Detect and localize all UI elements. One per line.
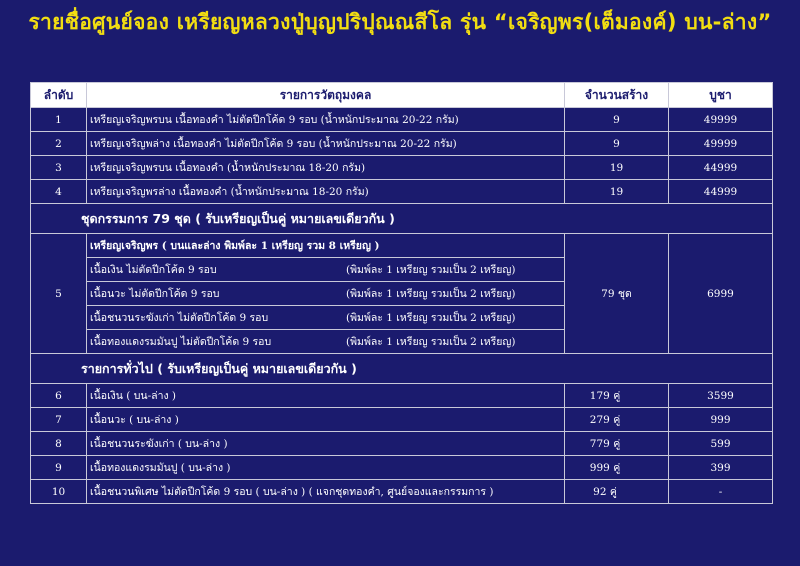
row-item: เหรียญเจริญพรล่าง เนื้อทองคำ (น้ำหนักประมาณ 18-20 กรัม) <box>87 180 565 204</box>
set-qty: 79 ชุด <box>565 234 669 354</box>
row-qty-cell <box>565 456 669 480</box>
row-unit: คู่ <box>613 414 621 426</box>
row-no: 1 <box>31 108 87 132</box>
row-qty: 92 <box>593 486 607 498</box>
set-line-metal: เนื้อทองแดงรมมันปู ไม่ตัดปีกโค้ด 9 รอบ <box>90 336 272 348</box>
row-item: เนื้อชนวนระฆังเก่า ( บน-ล่าง ) <box>87 432 565 456</box>
section-set-heading: ชุดกรรมการ 79 ชุด ( รับเหรียญเป็นคู่ หมายเลขเดียวกัน ) <box>31 204 773 234</box>
row-item: เหรียญเจริญพรบน เนื้อทองคำ ไม่ตัดปีกโค้ด 9 รอบ (น้ำหนักประมาณ 20-22 กรัม) <box>87 108 565 132</box>
table-row <box>31 408 773 432</box>
set-line-cell <box>87 282 565 306</box>
row-item: เนื้อนวะ ( บน-ล่าง ) <box>87 408 565 432</box>
row-price: 599 <box>669 432 773 456</box>
page-title: รายชื่อศูนย์จอง เหรียญหลวงปู่บุญปริปุณณสีโล รุ่น “เจริญพร(เต็มองค์) บน-ล่าง” <box>28 10 772 34</box>
row-qty: 279 <box>589 414 610 426</box>
booking-table <box>30 82 773 504</box>
section-general-heading: รายการทั่วไป ( รับเหรียญเป็นคู่ หมายเลขเดียวกัน ) <box>31 354 773 384</box>
header-qty: จำนวนสร้าง <box>565 83 669 108</box>
row-item: เนื้อทองแดงรมมันปู ( บน-ล่าง ) <box>87 456 565 480</box>
row-no: 3 <box>31 156 87 180</box>
set-no: 5 <box>31 234 87 354</box>
set-row <box>31 234 773 258</box>
row-price: 44999 <box>669 180 773 204</box>
set-line-cell <box>87 306 565 330</box>
row-item: เนื้อเงิน ( บน-ล่าง ) <box>87 384 565 408</box>
row-item: เหรียญเจริญพล่าง เนื้อทองคำ ไม่ตัดปีกโค้ด 9 รอบ (น้ำหนักประมาณ 20-22 กรัม) <box>87 132 565 156</box>
header-item: รายการวัตถุมงคล <box>87 83 565 108</box>
row-no: 9 <box>31 456 87 480</box>
row-no: 10 <box>31 480 87 504</box>
row-price: 999 <box>669 408 773 432</box>
row-no: 7 <box>31 408 87 432</box>
row-no: 2 <box>31 132 87 156</box>
header-no: ลำดับ <box>31 83 87 108</box>
set-line-note: (พิมพ์ละ 1 เหรียญ รวมเป็น 2 เหรียญ) <box>346 312 516 324</box>
row-qty: 9 <box>565 108 669 132</box>
set-line-note: (พิมพ์ละ 1 เหรียญ รวมเป็น 2 เหรียญ) <box>346 288 516 300</box>
table-row <box>31 132 773 156</box>
set-line-metal: เนื้อเงิน ไม่ตัดปีกโค้ด 9 รอบ <box>90 264 217 276</box>
table-header-row <box>31 83 773 108</box>
row-no: 6 <box>31 384 87 408</box>
row-qty-cell <box>565 480 669 504</box>
set-line-cell <box>87 330 565 354</box>
row-no: 4 <box>31 180 87 204</box>
set-heading: เหรียญเจริญพร ( บนและล่าง พิมพ์ละ 1 เหรียญ รวม 8 เหรียญ ) <box>87 234 565 258</box>
row-price: 49999 <box>669 132 773 156</box>
row-qty: 19 <box>565 180 669 204</box>
row-price: 49999 <box>669 108 773 132</box>
set-price: 6999 <box>669 234 773 354</box>
row-item: เนื้อชนวนพิเศษ ไม่ตัดปีกโค้ด 9 รอบ ( บน-ล่าง ) ( แจกชุดทองคำ, ศูนย์จองและกรรมการ ) <box>87 480 565 504</box>
row-unit: คู่ <box>613 462 621 474</box>
row-qty: 179 <box>589 390 610 402</box>
row-price: 3599 <box>669 384 773 408</box>
row-unit: คู่ <box>613 438 621 450</box>
table-row <box>31 384 773 408</box>
row-qty: 779 <box>589 438 610 450</box>
set-line-metal: เนื้อนวะ ไม่ตัดปีกโค้ด 9 รอบ <box>90 288 220 300</box>
row-price: - <box>669 480 773 504</box>
row-qty-cell <box>565 384 669 408</box>
row-price: 44999 <box>669 156 773 180</box>
table-row <box>31 180 773 204</box>
table-row <box>31 480 773 504</box>
row-qty-cell <box>565 432 669 456</box>
row-qty-cell <box>565 408 669 432</box>
header-price: บูชา <box>669 83 773 108</box>
row-no: 8 <box>31 432 87 456</box>
row-unit: คู่ <box>613 390 621 402</box>
table-row <box>31 456 773 480</box>
table-row <box>31 156 773 180</box>
row-unit: คู่ <box>609 486 617 498</box>
table-row <box>31 432 773 456</box>
row-qty: 999 <box>589 462 610 474</box>
row-qty: 19 <box>565 156 669 180</box>
section-heading-row <box>31 204 773 234</box>
table-row <box>31 108 773 132</box>
row-qty: 9 <box>565 132 669 156</box>
row-price: 399 <box>669 456 773 480</box>
section-heading-row <box>31 354 773 384</box>
set-line-metal: เนื้อชนวนระฆังเก่า ไม่ตัดปีกโค้ด 9 รอบ <box>90 312 269 324</box>
set-line-note: (พิมพ์ละ 1 เหรียญ รวมเป็น 2 เหรียญ) <box>346 336 516 348</box>
row-item: เหรียญเจริญพรบน เนื้อทองคำ (น้ำหนักประมาณ 18-20 กรัม) <box>87 156 565 180</box>
set-line-note: (พิมพ์ละ 1 เหรียญ รวมเป็น 2 เหรียญ) <box>346 264 516 276</box>
set-line-cell <box>87 258 565 282</box>
